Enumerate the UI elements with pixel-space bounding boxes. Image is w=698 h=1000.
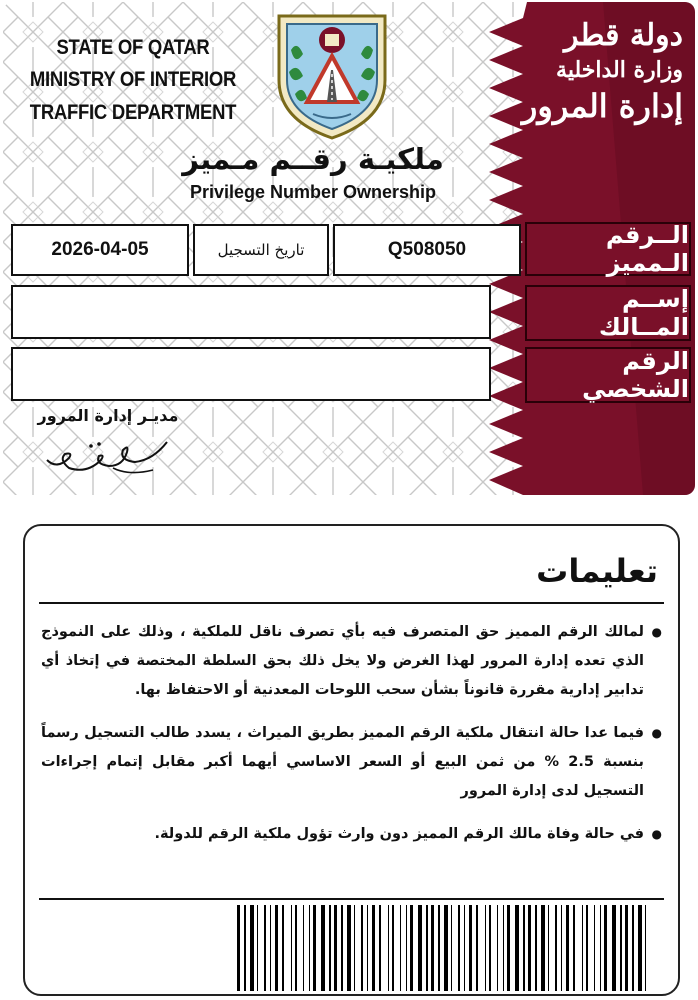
header-department: TRAFFIC DEPARTMENT	[29, 101, 237, 124]
card-title-arabic: ملكيـة رقــم مـميز	[182, 142, 444, 176]
registration-date-label: تاريخ التسجيل	[193, 224, 329, 276]
owner-name-label: إســم المــالك	[525, 285, 691, 341]
instructions-divider	[39, 602, 664, 604]
bottom-divider	[39, 898, 664, 900]
ownership-card-front	[3, 2, 695, 495]
personal-id-value	[11, 347, 491, 401]
brand-department: إدارة المرور	[521, 87, 683, 125]
card-title-english: Privilege Number Ownership	[189, 182, 437, 202]
instruction-item: ● لمالك الرقم المميز حق المتصرف فيه بأي تصرف ناقل للملكية ، وذلك على النموذج الذي تعده إدارة المرور لهذا الغرض ولا يخل ذلك بحق السلطة المختصة في إتخاذ أي تدابير إدارية مقررة قانوناً بشأن سحب اللوحات المعدنية أو الاحتفاظ بها.	[41, 618, 662, 705]
brand-state: دولة قطر	[563, 18, 683, 53]
instruction-item: ● فيما عدا حالة انتقال ملكية الرقم المميز بطريق الميراث ، يسدد طالب التسجيل رسماً بنسبة 2.5 % من ثمن البيع أو السعر الاساسي أيهما أكبر مقابل إتمام إجراءات التسجيل لدى إدارة المرور	[41, 719, 662, 806]
privilege-number-label: الــرقم الـمميز	[525, 222, 691, 276]
instruction-item: ● في حالة وفاة مالك الرقم المميز دون وارث تؤول ملكية الرقم للدولة.	[41, 820, 662, 849]
brand-ministry: وزارة الداخلية	[556, 57, 683, 83]
registration-date-value: 2026-04-05	[11, 224, 189, 276]
header-state: STATE OF QATAR	[56, 36, 210, 59]
director-title: مديـر إدارة المرور	[37, 406, 179, 425]
personal-id-label: الرقم الشخصي	[525, 347, 691, 403]
owner-name-value	[11, 285, 491, 339]
header-ministry: MINISTRY OF INTERIOR	[29, 68, 237, 91]
instructions-title: تعليمات	[536, 552, 658, 590]
ownership-card-back	[23, 524, 680, 996]
barcode-icon	[235, 905, 653, 991]
privilege-number-value: Q508050	[333, 224, 521, 276]
traffic-department-emblem-icon	[273, 10, 391, 142]
handwritten-signature-icon	[43, 430, 173, 480]
instructions-list	[41, 618, 662, 863]
